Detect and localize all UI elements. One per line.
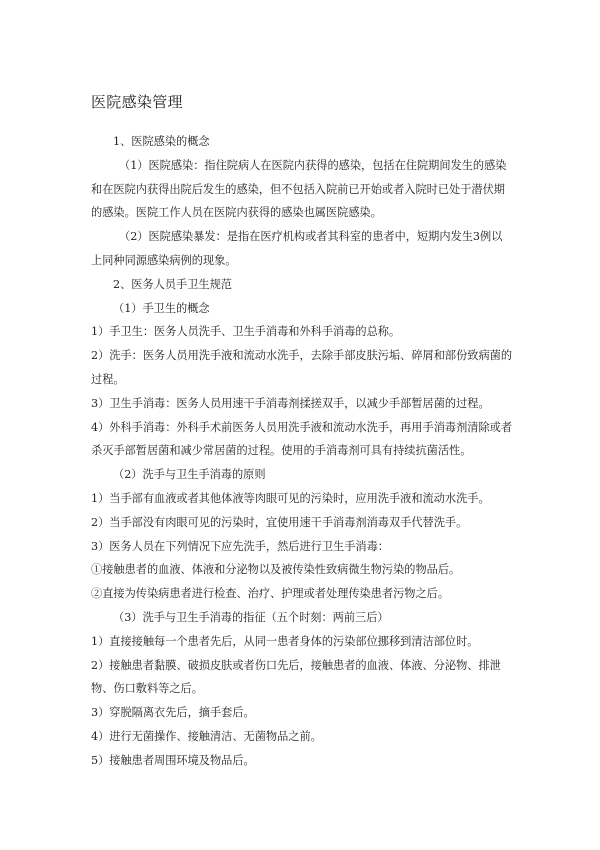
paragraph: （1）医院感染：指住院病人在医院内获得的感染，包括在住院期间发生的感染和在医院内获得出院后发生的感染，但不包括入院前已开始或者入院时已处于潜伏期的感染。医院工作人员在医院内获得的感染也属医院感染。 [91, 158, 507, 220]
paragraph: 4）外科手消毒：外科手术前医务人员用洗手液和流动水洗手，再用手消毒剂清除或者杀灭手部暂居菌和减少常居菌的过程。使用的手消毒剂可具有持续抗菌活性。 [91, 420, 513, 458]
paragraph: 1）手卫生：医务人员洗手、卫生手消毒和外科手消毒的总称。 [91, 325, 401, 339]
paragraph: 2）洗手：医务人员用洗手液和流动水洗手，去除手部皮肤污垢、碎屑和部份致病菌的过程。 [91, 349, 513, 386]
paragraph: 2）接触患者黏膜、破损皮肤或者伤口先后，接触患者的血液、体液、分泌物、排泄物、伤口敷料等之后。 [91, 658, 501, 696]
paragraph: 3）医务人员在下列情况下应先洗手，然后进行卫生手消毒： [91, 539, 389, 553]
document-body [91, 130, 513, 773]
subsection-heading: （2）洗手与卫生手消毒的原则 [113, 468, 266, 482]
paragraph: 2）当手部没有肉眼可见的污染时，宜使用速干手消毒剂消毒双手代替洗手。 [91, 515, 468, 529]
section-heading-1: 1、医院感染的概念 [113, 135, 210, 148]
paragraph: 1）当手部有血液或者其他体液等肉眼可见的污染时，应用洗手液和流动水洗手。 [91, 491, 490, 505]
paragraph: 3）卫生手消毒：医务人员用速干手消毒剂揉搓双手，以减少手部暂居菌的过程。 [91, 396, 490, 410]
paragraph: 1）直接接触每一个患者先后，从同一患者身体的污染部位挪移到清洁部位时。 [91, 634, 479, 648]
subsection-heading: （3）洗手与卫生手消毒的指征（五个时刻：两前三后） [113, 610, 389, 624]
list-item: ②直接为传染病患者进行检查、治疗、护理或者处理传染患者污物之后。 [91, 587, 450, 601]
paragraph: （2）医院感染暴发：是指在医疗机构或者其科室的患者中，短期内发生3例以上同种同源感染病例的现象。 [91, 230, 503, 267]
paragraph: 4）进行无菌操作、接触清洁、无菌物品之前。 [91, 729, 322, 743]
paragraph: 5）接触患者周围环境及物品后。 [91, 753, 255, 767]
list-item: ①接触患者的血液、体液和分泌物以及被传染性致病微生物污染的物品后。 [91, 563, 461, 577]
paragraph: 3）穿脱隔离衣先后，摘手套后。 [91, 706, 255, 720]
page-title: 医院感染管理 [91, 93, 183, 111]
section-heading-2: 2、医务人员手卫生规范 [113, 277, 232, 291]
subsection-heading: （1）手卫生的概念 [113, 301, 210, 315]
